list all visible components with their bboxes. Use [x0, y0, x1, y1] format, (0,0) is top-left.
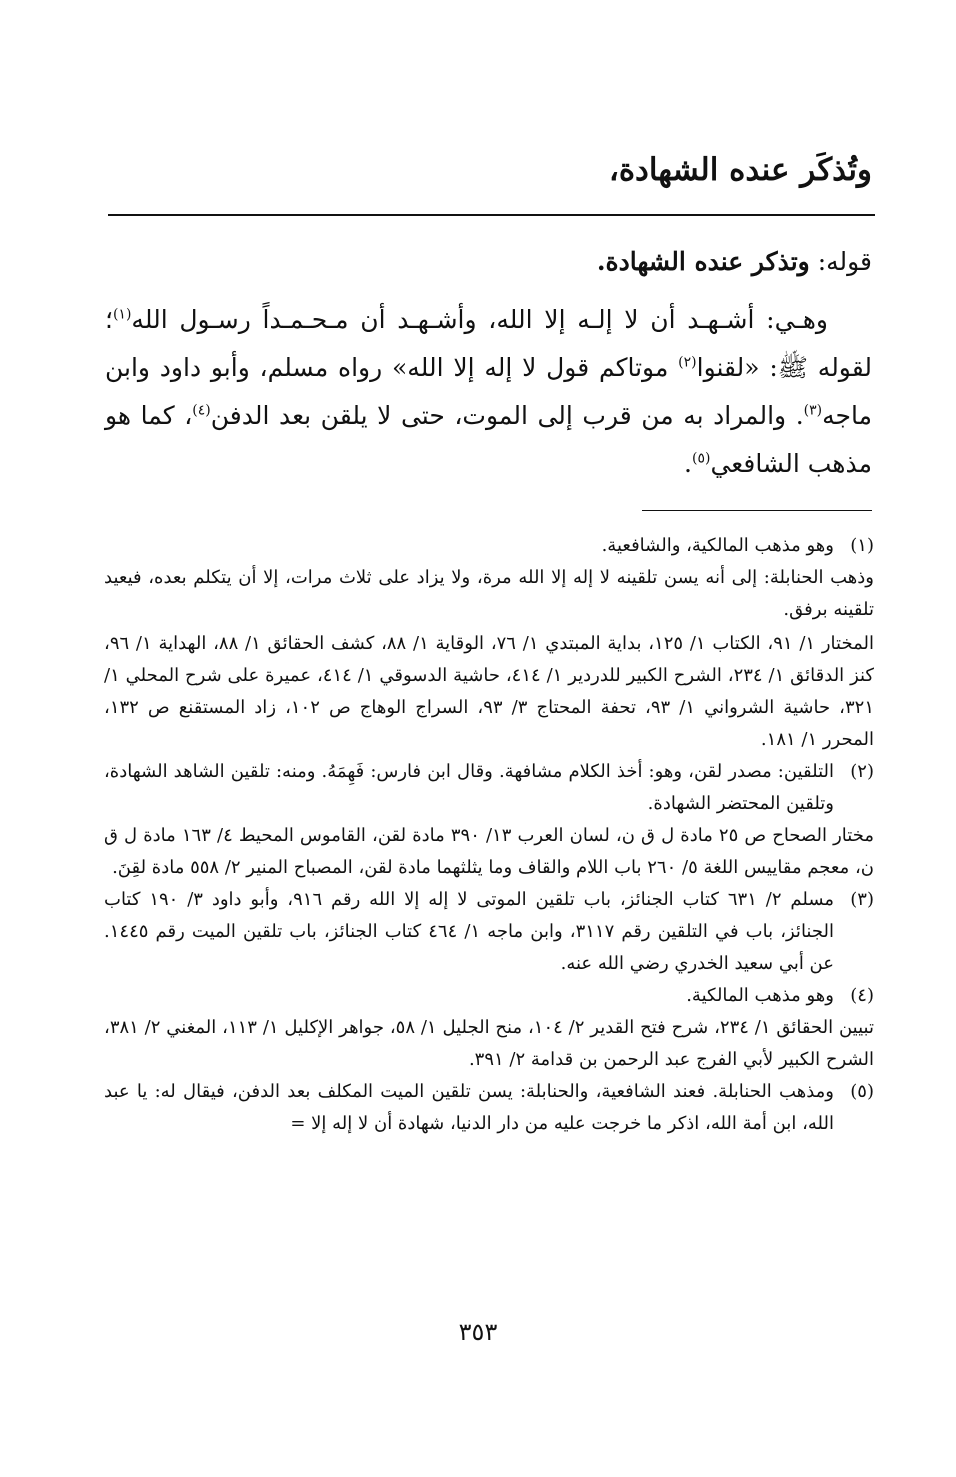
footnotes: [104, 530, 874, 1140]
main-text-part: موتاكم قول لا إله إلا الله» رواه مسلم، وأبو داود وابن ماجه: [105, 353, 872, 430]
footnote-body: [104, 884, 834, 980]
footnote-text: وهو مذهب المالكية.: [686, 985, 834, 1006]
footnote-number: (٢): [850, 761, 874, 782]
footnote-ref: (٢): [678, 354, 697, 371]
footnote-body: [104, 980, 834, 1012]
footnote-separator: [642, 510, 872, 511]
footnote-text: وهو مذهب المالكية، والشافعية.: [601, 535, 834, 556]
footnote-number: (٥): [850, 1081, 874, 1102]
footnote-extra: وذهب الحنابلة: إلى أنه يسن تلقينه لا إله إلا الله مرة، ولا يزاد على ثلاث مرات، إلا أن يتكلم بعده، فيعيد تلقينه برفق.: [104, 567, 874, 620]
lead-label: قوله:: [817, 247, 872, 276]
footnote-sources: المختار ١/ ٩١، الكتاب ١/ ١٢٥، بداية المبتدي ١/ ٧٦، الوقاية ١/ ٨٨، كشف الحقائق ١/ ٨٨، الهداية ١/ ٩٦، كنز الدقائق ١/ ٢٣٤، الشرح الكبير للدردير ١/ ٤١٤، حاشية الدسوقي ١/ ٤١٤، عميرة على شرح المحلي ١/ ٣٢١، حاشية الشرواني ١/ ٩٣، تحفة المحتاج ٣/ ٩٣، السراج الوهاج ص ١٠٢، زاد المستقنع ص ١٣٢، المحرر ١/ ١٨١.: [104, 633, 875, 750]
footnote-number: (٤): [850, 985, 874, 1006]
footnote-5: [104, 1076, 874, 1140]
footnote-3: [104, 884, 874, 980]
footnote-ref: (٥): [692, 450, 711, 467]
lead-text: وتذكر عنده الشهادة.: [596, 247, 810, 276]
footnote-body: [104, 530, 834, 562]
footnote-number: (١): [850, 535, 874, 556]
main-text-part: . والمراد به من قرب إلى الموت، حتى لا يلقن بعد الدفن: [210, 401, 804, 430]
main-text-part: ؛ لقوله ﷺ: «لقنوا: [105, 305, 872, 382]
footnote-1: [104, 530, 874, 562]
main-text-part: ، كما هو مذهب الشافعي: [105, 401, 872, 478]
footnote-body: [104, 756, 834, 820]
header-rule: [108, 214, 875, 216]
footnote-4: [104, 980, 874, 1012]
footnote-sources: مختار الصحاح ص ٢٥ مادة ل ق ن، لسان العرب ١٣/ ٣٩٠ مادة لقن، القاموس المحيط ٤/ ١٦٣ مادة ل ق ن، معجم مقاييس اللغة ٥/ ٢٦٠ باب اللام والقاف وما يثلثهما مادة لقن، المصباح المنير ٢/ ٥٥٨ مادة لقِنَ.: [104, 825, 874, 878]
footnote-body: [104, 1076, 834, 1140]
footnote-2: [104, 756, 874, 820]
lead-line: [105, 242, 872, 282]
main-text-part: وهـي: أشـهـد أن لا إلـه إلا الله، وأشـهـد أن مـحـمـداً رسـول الله: [131, 305, 828, 334]
footnote-sources: تبيين الحقائق ١/ ٢٣٤، شرح فتح القدير ٢/ ١٠٤، منح الجليل ١/ ٥٨، جواهر الإكليل ١/ ١١٣، المغني ٢/ ٣٨١، الشرح الكبير لأبي الفرج عبد الرحمن بن قدامة ٢/ ٣٩١.: [104, 1017, 874, 1070]
page-number: ٣٥٣: [458, 1318, 498, 1346]
main-text-part: .: [684, 449, 692, 478]
footnote-text: مسلم ٢/ ٦٣١ كتاب الجنائز، باب تلقين الموتى لا إله إلا الله رقم ٩١٦، وأبو داود ٣/ ١٩٠ كتاب الجنائز، باب في التلقين رقم ٣١١٧، وابن ماجه ١/ ٤٦٤ كتاب الجنائز، باب تلقين الميت رقم ١٤٤٥. عن أبي سعيد الخدري رضي الله عنه.: [104, 889, 835, 974]
footnote-text: التلقين: مصدر لقن، وهو: أخذ الكلام مشافهة. وقال ابن فارس: فَهِمَهُ. ومنه: تلقين الشاهد الشهادة، وتلقين المحتضر الشهادة.: [104, 761, 834, 814]
main-paragraph: [105, 296, 872, 488]
footnote-ref: (١): [112, 306, 132, 323]
footnote-number: (٣): [850, 889, 874, 910]
footnote-text: ومذهب الحنابلة. فعند الشافعية، والحنابلة: يسن تلقين الميت المكلف بعد الدفن، فيقال له: يا عبد الله، ابن أمة الله، اذكر ما خرجت عليه من دار الدنيا، شهادة أن لا إله إلا =: [104, 1081, 834, 1134]
footnote-ref: (٣): [803, 402, 823, 419]
footnote-ref: (٤): [192, 402, 211, 419]
running-header-title: وتُذكَر عنده الشهادة،: [608, 152, 872, 188]
